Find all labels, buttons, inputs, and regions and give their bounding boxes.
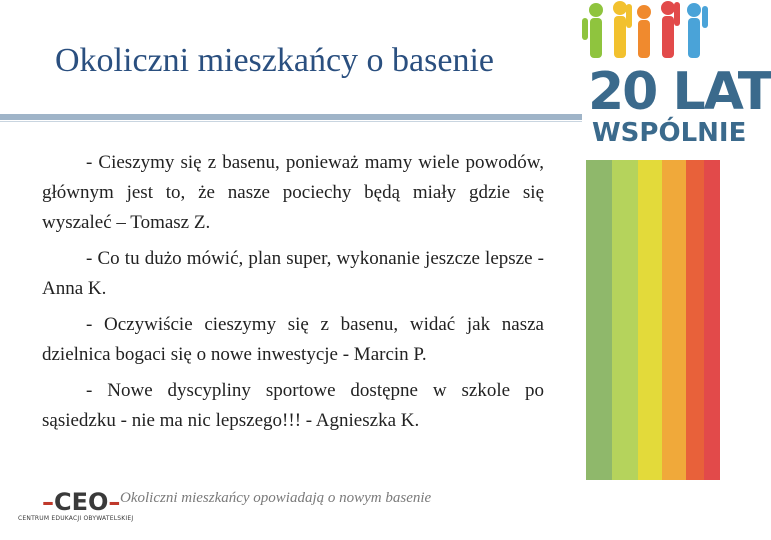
brand-subline: WSPÓLNIE [592, 118, 747, 148]
ceo-logo-background [582, 480, 720, 540]
people-figures-icon [582, 0, 720, 62]
quotes-body [42, 148, 544, 442]
quote-paragraph: - Nowe dyscypliny sportowe dostępne w szkole po sąsiedzku - nie ma nic lepszego!!! - Agnieszka K. [42, 380, 544, 431]
quote-paragraph: - Cieszymy się z basenu, ponieważ mamy wiele powodów, głównym jest to, że nasze pociechy będą miały gdzie się wyszaleć – Tomasz Z. [42, 152, 544, 233]
ceo-logo [42, 488, 120, 516]
slide-title: Okoliczni mieszkańcy o basenie [55, 42, 495, 79]
branding-panel [582, 0, 771, 540]
photo-caption: Okoliczni mieszkańcy opowiadają o nowym basenie [120, 490, 432, 506]
ceo-logo-text: CEO [54, 488, 109, 516]
ceo-logo-dash: – [42, 488, 54, 516]
ceo-org-name: CENTRUM EDUKACJI OBYWATELSKIEJ [18, 515, 134, 522]
quote-paragraph: - Oczywiście cieszymy się z basenu, widać jak nasza dzielnica bogaci się o nowe inwestycje - Marcin P. [42, 314, 544, 365]
quote-paragraph: - Co tu dużo mówić, plan super, wykonanie jeszcze lepsze - Anna K. [42, 248, 544, 299]
brand-headline: 20 LAT [588, 62, 771, 122]
color-stripes [582, 160, 720, 490]
title-rule [0, 114, 582, 120]
ceo-logo-dash: – [108, 488, 121, 516]
title-rule-thin [0, 121, 582, 122]
